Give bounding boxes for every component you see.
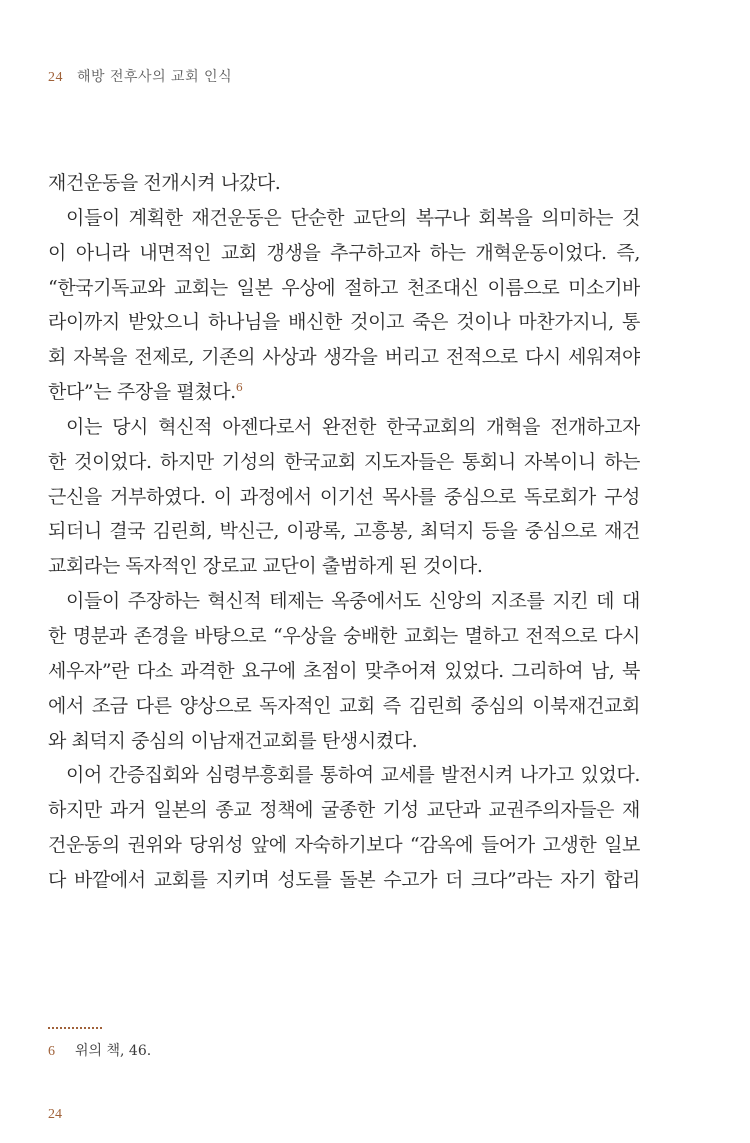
- text-line: 되더니 결국 김린희, 박신근, 이광록, 고흥봉, 최덕지 등을 중심으로 재건: [48, 520, 640, 543]
- text-line: “한국기독교와 교회는 일본 우상에 절하고 천조대신 이름으로 미소기바: [48, 276, 640, 299]
- paragraph-start-line: 이들이 주장하는 혁신적 테제는 옥중에서도 신앙의 지조를 지킨 데 대: [66, 590, 640, 613]
- text-line: 라이까지 받았으니 하나님을 배신한 것이고 죽은 것이나 마찬가지니, 통: [48, 311, 640, 334]
- footnote-reference[interactable]: 6: [235, 381, 243, 395]
- page-number: 24: [48, 1107, 62, 1122]
- text-line: 근신을 거부하였다. 이 과정에서 이기선 목사를 중심으로 독로회가 구성: [48, 485, 640, 508]
- footnote-number: 6: [48, 1044, 55, 1059]
- paragraph-start-line: 이들이 계획한 재건운동은 단순한 교단의 복구나 회복을 의미하는 것: [66, 206, 640, 229]
- text-line: 이 아니라 내면적인 교회 갱생을 추구하고자 하는 개혁운동이었다. 즉,: [48, 241, 640, 264]
- text-line: 하지만 과거 일본의 종교 정책에 굴종한 기성 교단과 교권주의자들은 재: [48, 799, 640, 822]
- paragraph-start-line: 이어 간증집회와 심령부흥회를 통하여 교세를 발전시켜 나가고 있었다.: [66, 764, 640, 787]
- text-line: 세우자”란 다소 과격한 요구에 초점이 맞추어져 있었다. 그리하여 남, 북: [48, 659, 640, 682]
- text-line: 에서 조금 다른 양상으로 독자적인 교회 즉 김린희 중심의 이북재건교회: [48, 694, 640, 717]
- text-line: 한 명분과 존경을 바탕으로 “우상을 숭배한 교회는 멸하고 전적으로 다시: [48, 624, 640, 647]
- text-line: 재건운동을 전개시켜 나갔다.: [48, 172, 281, 194]
- paragraph-start-line: 이는 당시 혁신적 아젠다로서 완전한 한국교회의 개혁을 전개하고자: [66, 415, 640, 438]
- text-line: 다 바깥에서 교회를 지키며 성도를 돌본 수고가 더 크다”라는 자기 합리: [48, 868, 640, 891]
- text-line-content: 한다”는 주장을 펼쳤다.: [48, 381, 236, 404]
- text-line: 와 최덕지 중심의 이남재건교회를 탄생시켰다.: [48, 729, 418, 752]
- running-head-title: 해방 전후사의 교회 인식: [77, 69, 233, 85]
- text-line: 교회라는 독자적인 장로교 교단이 출범하게 된 것이다.: [48, 555, 483, 578]
- text-line: 한 것이었다. 하지만 기성의 한국교회 지도자들은 통회니 자복이니 하는: [48, 450, 640, 473]
- text-line-with-footnote: [48, 375, 640, 410]
- footnote: [48, 1040, 151, 1060]
- footnote-text: 위의 책, 46.: [75, 1043, 152, 1059]
- text-line: 회 자복을 전제로, 기존의 사상과 생각을 버리고 전적으로 다시 세워져야: [48, 346, 640, 369]
- footnote-divider: [48, 1027, 102, 1029]
- body-text: [48, 166, 640, 898]
- running-head-page-number: 24: [48, 70, 63, 85]
- running-head: [48, 66, 232, 86]
- text-line: 건운동의 권위와 당위성 앞에 자숙하기보다 “감옥에 들어가 고생한 일보: [48, 834, 640, 857]
